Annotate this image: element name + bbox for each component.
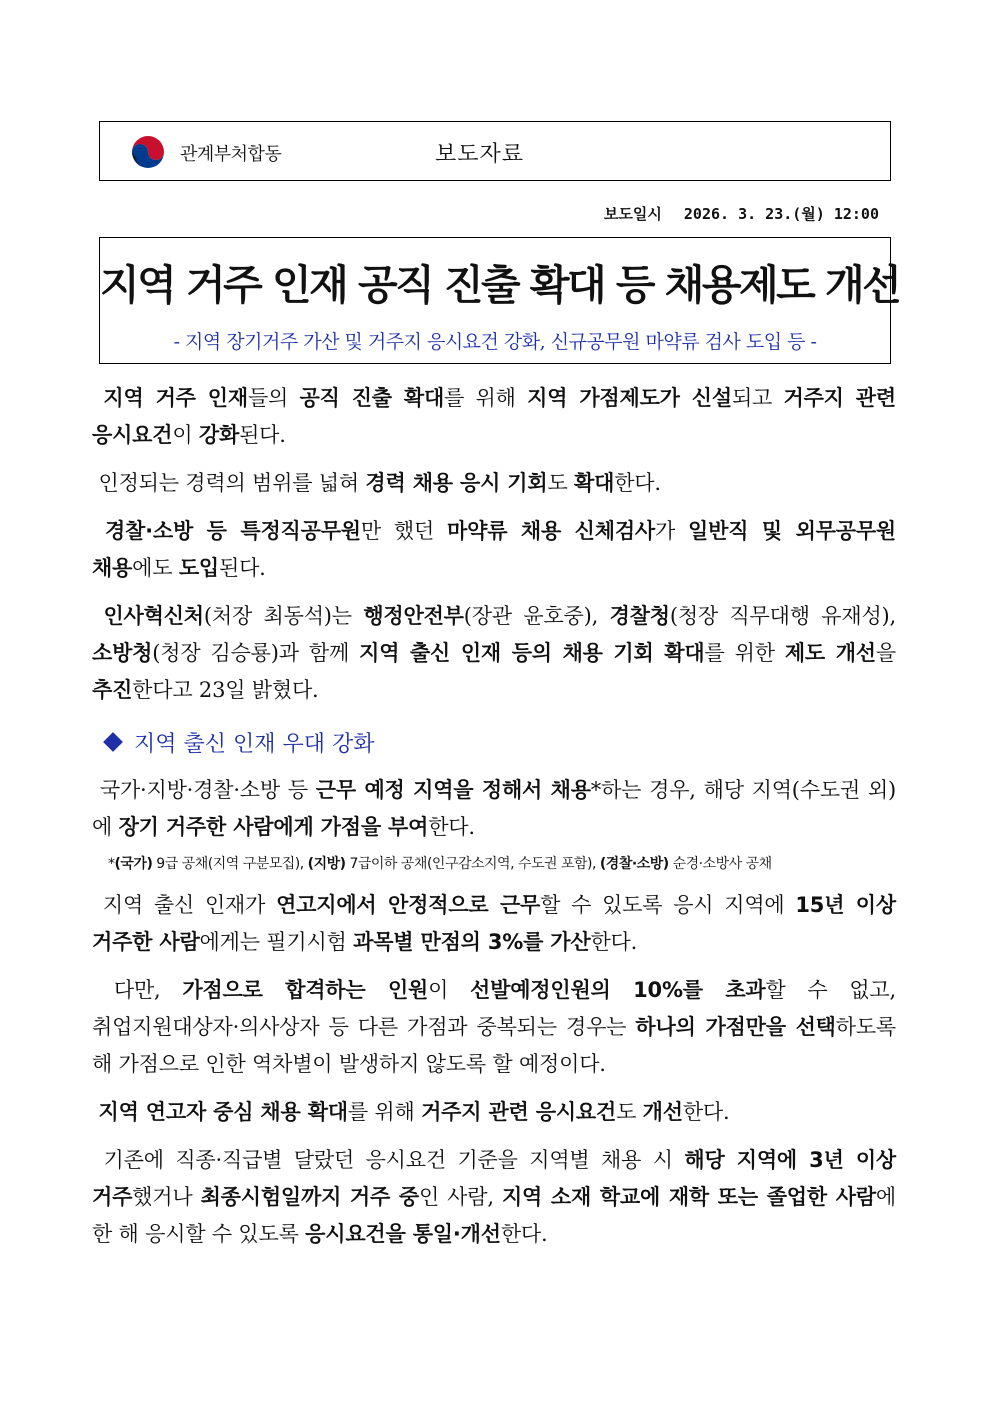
p9-bold: 응시요건을 통일·개선 (305, 1222, 501, 1246)
p6-text: 지역 출신 인재가 (102, 893, 277, 917)
p7-text: 할 수 없고, 취업지원대상자·의사상자 등 다른 가점과 중복되는 경우는 (92, 978, 896, 1039)
p9-bold: 해당 지역에 3년 이상 거주 (92, 1148, 897, 1209)
p7-bold: 하나의 가점만을 선택 (635, 1015, 836, 1039)
section-heading (106, 727, 896, 758)
release-date (604, 203, 879, 224)
p3-text: 된다. (219, 556, 266, 580)
p4-bold: 추진 (92, 678, 133, 702)
p9-bold: 최종시험일까지 거주 중 (200, 1185, 419, 1209)
p1-text: 된다. (239, 423, 286, 447)
footnote-bold: (지방) (307, 856, 346, 872)
p3-bold: 마약류 채용 신체검사 (447, 519, 655, 543)
p8-text: 를 위해 (347, 1100, 422, 1124)
p4-bold: 인사혁신처 (103, 604, 204, 628)
p5-text: 국가·지방·경찰·소방 등 (99, 778, 316, 802)
p1-bold: 지역 가점제도가 신설 (527, 386, 732, 410)
p1-bold: 공직 진출 확대 (299, 386, 445, 410)
paragraph-6 (92, 887, 896, 961)
p9-text: 에 한 해 응시할 수 있도록 (92, 1185, 896, 1246)
p5-text: 한다. (428, 815, 475, 839)
p7-text: 다만, (113, 978, 183, 1002)
p8-bold: 지역 연고자 중심 채용 확대 (98, 1100, 348, 1124)
paragraph-2 (92, 465, 896, 502)
p1-text: 들의 (247, 386, 300, 410)
p2-text: 도 (547, 471, 575, 495)
p9-bold: 지역 소재 학교에 재학 또는 졸업한 사람 (501, 1185, 876, 1209)
p9-text: 한다. (500, 1222, 548, 1246)
main-title: 지역 거주 인재 공직 진출 확대 등 채용제도 개선 (100, 261, 900, 309)
p1-text: 를 위해 (444, 386, 528, 410)
p6-text: 할 수 있도록 응시 지역에 (540, 893, 796, 917)
p5-text: *하는 경우, 해당 지역(수도권 외)에 (92, 778, 896, 839)
p2-bold: 확대 (574, 471, 615, 495)
footnote-text: 7급이하 공채(인구감소지역, 수도권 포함), (345, 856, 600, 872)
org-name: 관계부처합동 (180, 144, 282, 165)
paragraph-8 (92, 1094, 896, 1131)
p7-text: 이 (428, 978, 471, 1002)
p8-bold: 거주지 관련 응시요건 (421, 1100, 617, 1124)
p4-bold: 소방청 (92, 641, 153, 665)
p4-text: 한다고 23일 밝혔다. (132, 678, 319, 702)
p4-bold: 경찰청 (609, 604, 670, 628)
p2-bold: 경력 채용 응시 기회 (365, 471, 548, 495)
footnote-text: 9급 공채(지역 구분모집), (152, 856, 308, 872)
p3-text: 에도 (132, 556, 179, 580)
p4-text: (청장 김승룡)과 함께 (152, 641, 360, 665)
header-box (99, 121, 891, 181)
p4-bold: 행정안전부 (363, 604, 464, 628)
p4-text: 를 위한 (704, 641, 785, 665)
title-box (99, 237, 900, 364)
footnote-text: * (108, 856, 115, 872)
p3-bold: 도입 (178, 556, 219, 580)
p7-text: 하도록 해 가점으로 인한 역차별이 발생하지 않도록 할 예정이다. (92, 1015, 897, 1076)
p2-text: 한다. (614, 471, 661, 495)
p8-text: 한다. (682, 1100, 730, 1124)
p5-bold: 장기 거주한 사람에게 가점을 부여 (118, 815, 429, 839)
p4-text: (청장 직무대행 유재성), (669, 604, 896, 628)
p4-text: (처장 최동석)는 (203, 604, 364, 628)
p1-bold: 강화 (198, 423, 240, 447)
p6-text: 한다. (590, 930, 638, 954)
p4-bold: 지역 출신 인재 등의 채용 기회 확대 (359, 641, 705, 665)
p4-bold: 제도 개선 (784, 641, 876, 665)
footnote (108, 853, 896, 873)
p9-text: 인 사람, (418, 1185, 502, 1209)
section-heading-text: 지역 출신 인재 우대 강화 (134, 732, 375, 757)
p6-bold: 연고지에서 안정적으로 근무 (276, 893, 541, 917)
p3-bold: 일반직 및 외무공무원 채용 (92, 519, 896, 580)
footnote-bold: (국가) (114, 856, 153, 872)
article-body (92, 380, 896, 1264)
p9-text: 했거나 (132, 1185, 201, 1209)
release-datetime: 2026. 3. 23.(월) 12:00 (683, 205, 879, 223)
paragraph-5 (92, 772, 896, 846)
p3-text: 가 (655, 519, 689, 543)
release-label: 보도일시 (603, 205, 662, 223)
p4-text: (장관 윤호중), (463, 604, 610, 628)
p5-bold: 근무 예정 지역을 정해서 채용 (315, 778, 591, 802)
document-type: 보도자료 (435, 142, 525, 167)
paragraph-1 (92, 380, 896, 454)
p8-bold: 개선 (642, 1100, 683, 1124)
p1-text: 되고 (731, 386, 784, 410)
paragraph-4 (92, 598, 896, 709)
p4-text: 을 (875, 641, 896, 665)
subtitle: - 지역 장기거주 가산 및 거주지 응시요건 강화, 신규공무원 마약류 검사 도입 등 - (173, 331, 817, 353)
paragraph-3 (92, 513, 896, 587)
p8-text: 도 (616, 1100, 643, 1124)
p7-bold: 가점으로 합격하는 인원 (182, 978, 429, 1002)
p6-bold: 과목별 만점의 3%를 가산 (353, 930, 591, 954)
paragraph-9 (92, 1142, 896, 1253)
footnote-text: 순경·소방사 공채 (668, 856, 772, 872)
p1-bold: 거주지 관련 응시요건 (92, 386, 896, 447)
p3-bold: 경찰·소방 등 특정직공무원 (104, 519, 361, 543)
diamond-bullet-icon (103, 732, 123, 752)
footnote-bold: (경찰·소방) (599, 856, 669, 872)
p6-text: 에게는 필기시험 (199, 930, 354, 954)
p2-text: 인정되는 경력의 범위를 넓혀 (98, 471, 366, 495)
paragraph-7 (92, 972, 896, 1083)
p6-bold: 15년 이상 거주한 사람 (92, 893, 896, 954)
p9-text: 기존에 직종·직급별 달랐던 응시요건 기준을 지역별 채용 시 (103, 1148, 685, 1172)
p1-bold: 지역 거주 인재 (103, 386, 248, 410)
p7-bold: 선발예정인원의 10%를 초과 (470, 978, 766, 1002)
p3-text: 만 했던 (360, 519, 448, 543)
p1-text: 이 (172, 423, 199, 447)
government-emblem-icon (128, 132, 168, 172)
